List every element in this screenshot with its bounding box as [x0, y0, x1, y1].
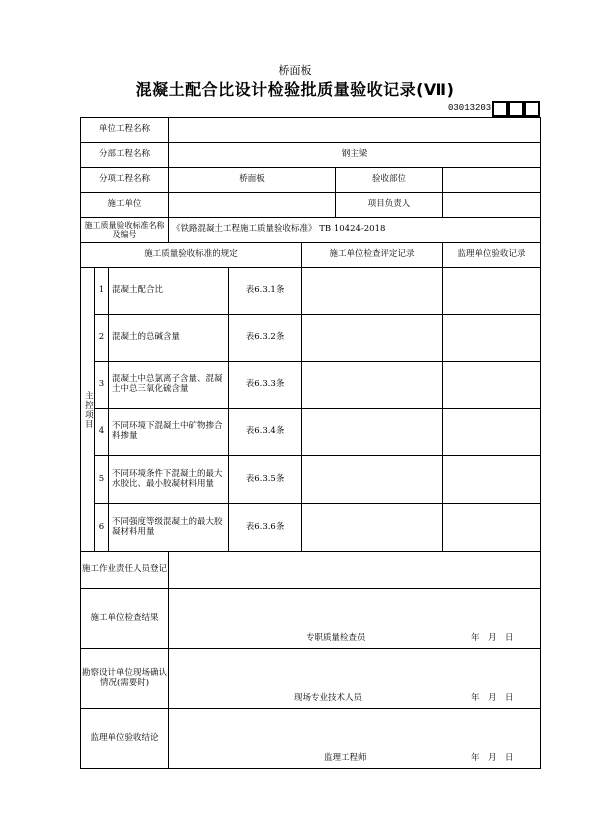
- contractor-signer-label: 专职质量检查员: [306, 633, 366, 644]
- item-name: 不同强度等级混凝土的最大胶凝材料用量: [109, 504, 229, 552]
- item-supervisor-record[interactable]: [443, 409, 541, 456]
- item-supervisor-record[interactable]: [443, 456, 541, 504]
- item-supervisor-record[interactable]: [443, 504, 541, 552]
- standard-value[interactable]: 《铁路混凝土工程施工质量验收标准》 TB 10424-2018: [169, 218, 541, 243]
- contractor-date: 年 月 日: [471, 633, 514, 644]
- item-name: 混凝土中总氯离子含量、混凝土中总三氧化硫含量: [109, 362, 229, 409]
- main-control-row: [81, 409, 541, 456]
- document-title: 混凝土配合比设计检验批质量验收记录(Ⅶ): [135, 80, 455, 99]
- unit-project-value[interactable]: [169, 118, 541, 143]
- item-no: 2: [95, 315, 109, 362]
- item-no: 1: [95, 268, 109, 315]
- contractor-label: 施工单位: [81, 193, 169, 218]
- main-control-row: [81, 268, 541, 315]
- item-contractor-check[interactable]: [302, 362, 443, 409]
- col-header-supervisor-record: 监理单位验收记录: [443, 243, 541, 268]
- item-supervisor-record[interactable]: [443, 268, 541, 315]
- design-signer-label: 现场专业技术人员: [294, 693, 363, 704]
- supervisor-conclusion-label: 监理单位验收结论: [81, 709, 169, 769]
- document-subtitle: 桥面板: [278, 64, 312, 77]
- col-header-contractor-check: 施工单位检查评定记录: [302, 243, 443, 268]
- item-contractor-check[interactable]: [302, 315, 443, 362]
- item-name: 混凝土配合比: [109, 268, 229, 315]
- item-clause: 表6.3.1条: [229, 268, 302, 315]
- col-header-spec: 施工质量验收标准的规定: [81, 243, 302, 268]
- crew-field[interactable]: [169, 552, 541, 589]
- item-name: 不同环境下混凝土中矿物掺合料掺量: [109, 409, 229, 456]
- item-contractor-check[interactable]: [302, 409, 443, 456]
- main-control-row: [81, 504, 541, 552]
- code-box-3[interactable]: [524, 101, 540, 117]
- manager-label: 项目负责人: [336, 193, 443, 218]
- code-box-2[interactable]: [508, 101, 524, 117]
- item-clause: 表6.3.6条: [229, 504, 302, 552]
- item-clause: 表6.3.2条: [229, 315, 302, 362]
- part-value[interactable]: [443, 168, 541, 193]
- inspection-record-table: [80, 117, 541, 769]
- main-control-row: [81, 315, 541, 362]
- item-clause: 表6.3.4条: [229, 409, 302, 456]
- item-no: 4: [95, 409, 109, 456]
- design-confirm-label: 勘察设计单位现场确认情况(需要时): [81, 649, 169, 709]
- design-confirm-field[interactable]: [169, 649, 541, 709]
- supervisor-conclusion-field[interactable]: [169, 709, 541, 769]
- standard-label: 施工质量验收标准名称及编号: [81, 218, 169, 243]
- code-box-1[interactable]: [492, 101, 508, 117]
- division-value[interactable]: 钢主梁: [169, 143, 541, 168]
- manager-value[interactable]: [443, 193, 541, 218]
- item-clause: 表6.3.5条: [229, 456, 302, 504]
- item-supervisor-record[interactable]: [443, 362, 541, 409]
- item-label: 分项工程名称: [81, 168, 169, 193]
- item-no: 5: [95, 456, 109, 504]
- item-value[interactable]: 桥面板: [169, 168, 336, 193]
- main-control-row: [81, 362, 541, 409]
- item-name: 混凝土的总碱含量: [109, 315, 229, 362]
- item-contractor-check[interactable]: [302, 268, 443, 315]
- crew-label: 施工作业责任人员登记: [81, 552, 169, 589]
- part-label: 验收部位: [336, 168, 443, 193]
- item-clause: 表6.3.3条: [229, 362, 302, 409]
- form-code: 03013203: [448, 103, 492, 113]
- design-date: 年 月 日: [471, 693, 514, 704]
- item-contractor-check[interactable]: [302, 504, 443, 552]
- item-name: 不同环境条件下混凝土的最大水胶比、最小胶凝材料用量: [109, 456, 229, 504]
- item-supervisor-record[interactable]: [443, 315, 541, 362]
- unit-project-label: 单位工程名称: [81, 118, 169, 143]
- supervisor-signer-label: 监理工程师: [324, 753, 367, 764]
- main-control-row: [81, 456, 541, 504]
- contractor-result-field[interactable]: [169, 589, 541, 649]
- contractor-value[interactable]: [169, 193, 336, 218]
- contractor-result-label: 施工单位检查结果: [81, 589, 169, 649]
- item-no: 3: [95, 362, 109, 409]
- item-no: 6: [95, 504, 109, 552]
- division-label: 分部工程名称: [81, 143, 169, 168]
- main-control-label: 主控项目: [81, 268, 95, 552]
- item-contractor-check[interactable]: [302, 456, 443, 504]
- supervisor-date: 年 月 日: [471, 753, 514, 764]
